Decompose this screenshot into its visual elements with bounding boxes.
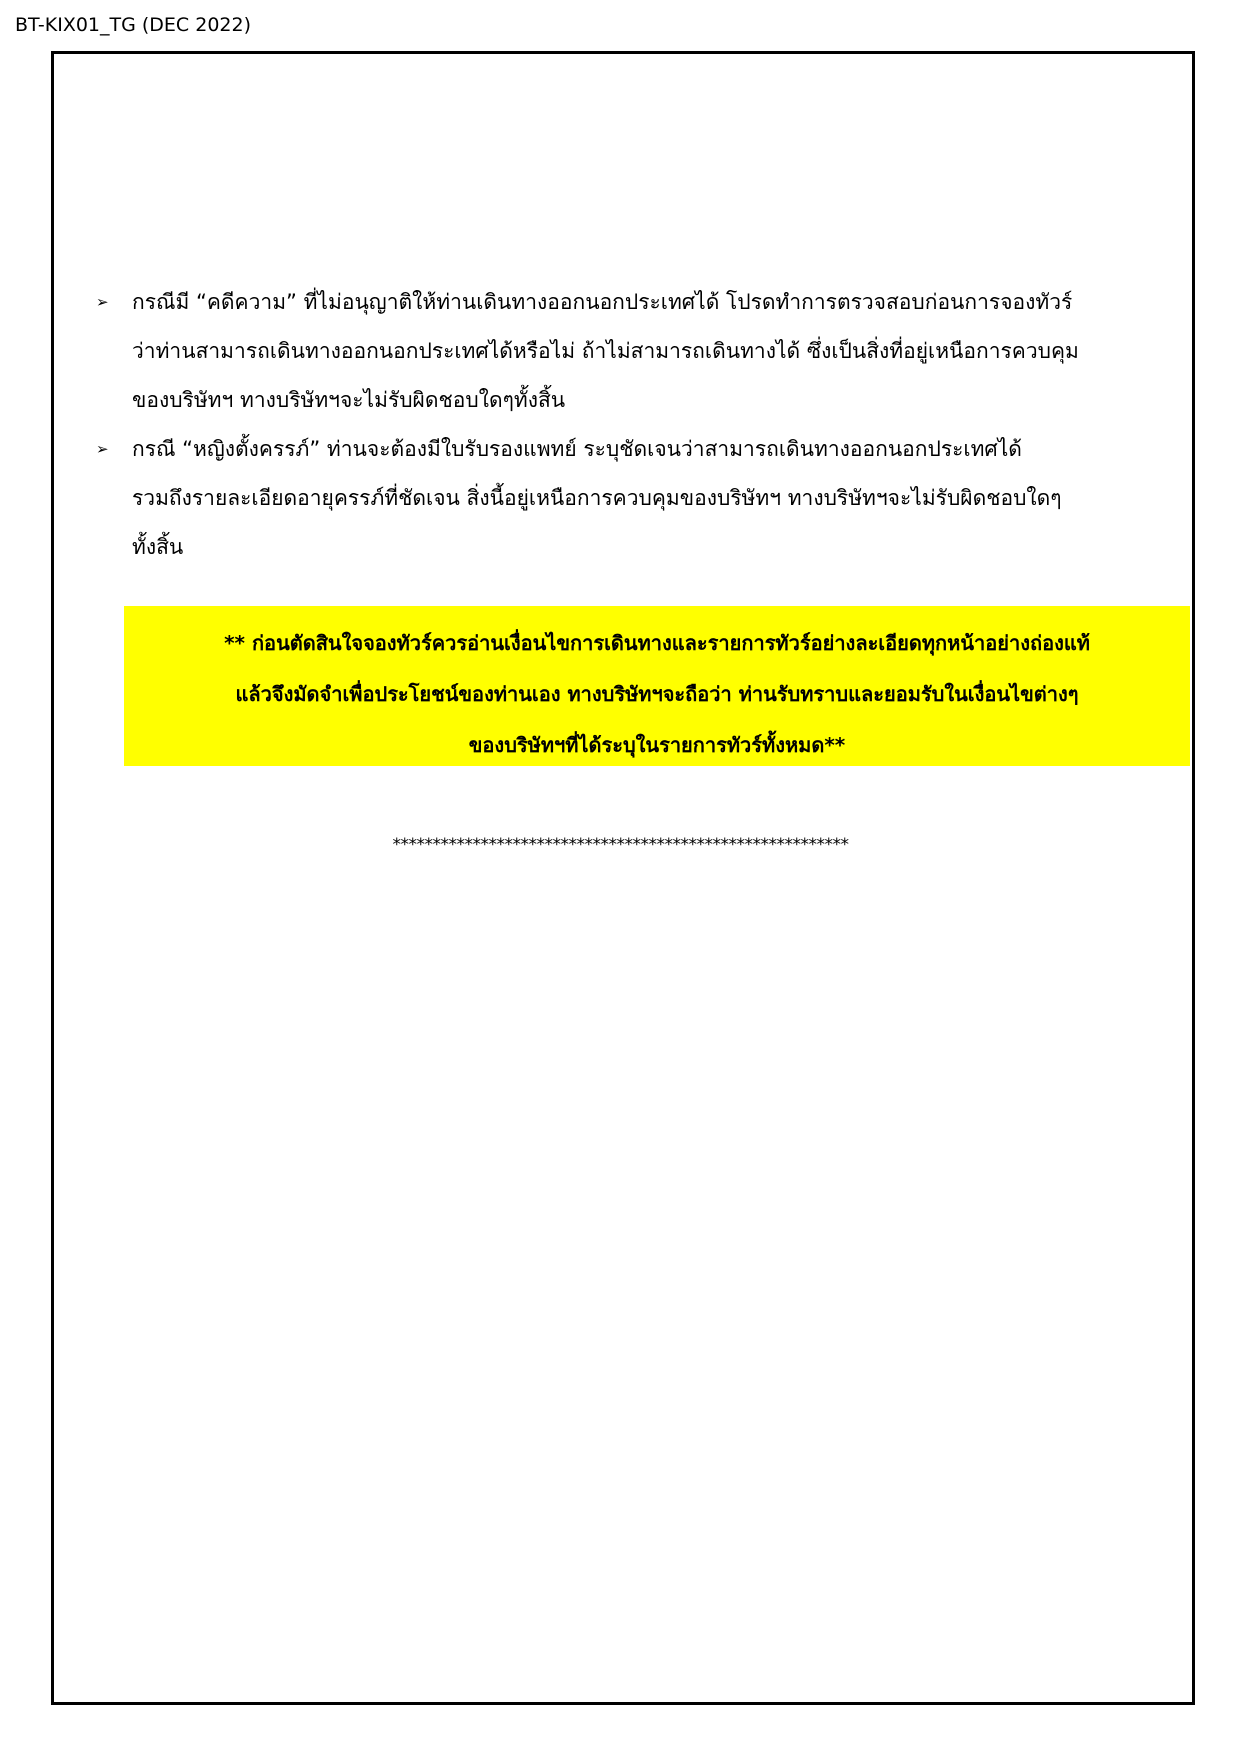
notice-text-line: ของบริษัทฯที่ได้ระบุในรายการทัวร์ทั้งหมด** <box>468 733 846 757</box>
highlighted-notice <box>124 606 1190 766</box>
asterisk-divider: ********************************************************* <box>392 835 849 855</box>
arrow-bullet-icon: ➢ <box>96 440 109 458</box>
conditions-list <box>94 278 1184 572</box>
condition-text-line: รวมถึงรายละเอียดอายุครรภ์ที่ชัดเจน สิ่งนี้อยู่เหนือการควบคุมของบริษัทฯ ทางบริษัทฯจะไม่รับผิดชอบใดๆ <box>132 486 1062 510</box>
condition-legal-case <box>94 278 1184 425</box>
condition-text-line: กรณี “หญิงตั้งครรภ์” ท่านจะต้องมีใบรับรองแพทย์ ระบุชัดเจนว่าสามารถเดินทางออกนอกประเทศได้ <box>132 437 1022 461</box>
condition-text-line: กรณีมี “คดีความ” ที่ไม่อนุญาติให้ท่านเดินทางออกนอกประเทศได้ โปรดทำการตรวจสอบก่อนการจองทัวร์ <box>132 290 1073 314</box>
condition-text-line: ว่าท่านสามารถเดินทางออกนอกประเทศได้หรือไม่ ถ้าไม่สามารถเดินทางได้ ซึ่งเป็นสิ่งที่อยู่เหนือการควบคุม <box>132 339 1079 363</box>
condition-text-line: ทั้งสิ้น <box>132 535 184 559</box>
condition-text-line: ของบริษัทฯ ทางบริษัทฯจะไม่รับผิดชอบใดๆทั้งสิ้น <box>132 388 566 412</box>
notice-text-line: แล้วจึงมัดจำเพื่อประโยชน์ของท่านเอง ทางบริษัทฯจะถือว่า ท่านรับทราบและยอมรับในเงื่อนไขต่างๆ <box>235 682 1079 706</box>
condition-pregnancy <box>94 425 1184 572</box>
notice-text-line: ** ก่อนตัดสินใจจองทัวร์ควรอ่านเงื่อนไขการเดินทางและรายการทัวร์อย่างละเอียดทุกหน้าอย่างถ่องแท้ <box>224 631 1090 655</box>
arrow-bullet-icon: ➢ <box>96 293 109 311</box>
document-code: BT-KIX01_TG (DEC 2022) <box>15 14 251 36</box>
